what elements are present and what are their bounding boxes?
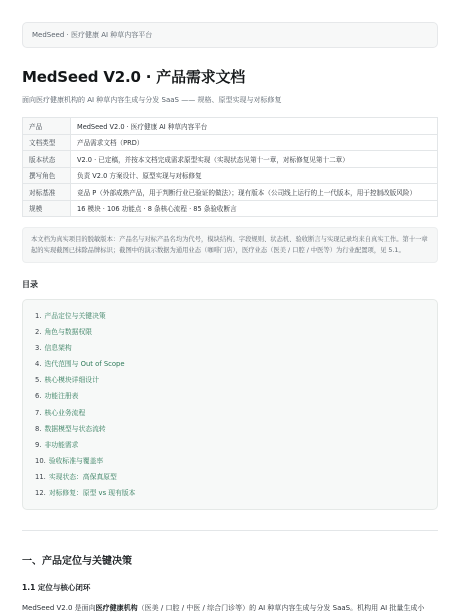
toc-link[interactable]: 角色与数据权限 [44, 328, 93, 337]
meta-key: 文档类型 [23, 134, 71, 151]
body-paragraph [22, 603, 438, 613]
meta-key: 撰写角色 [23, 167, 71, 184]
disclaimer-note: 本文档为真实项目的脱敏版本：产品名与对标产品名均为代号，模块结构、字段规则、状态机、验收断言与实现记录均来自真实工作。第十一章起的实现截图已抹除品牌标识；截图中的演示数据为通用业态（咖啡门店），医疗业态（医美 / 口腔 / 中医等）为行业配置项，见 5.1。 [22, 227, 438, 263]
toc-number: 3. [35, 344, 42, 353]
meta-key: 产品 [23, 118, 71, 135]
meta-value: V2.0 · 已定稿，并按本文档完成需求原型实现（实现状态见第十一章，对标修复见第十二章） [71, 151, 438, 168]
toc-number: 4. [35, 360, 42, 369]
page-subtitle: 面向医疗健康机构的 AI 种草内容生成与分发 SaaS —— 规格、原型实现与对标修复 [22, 96, 282, 104]
toc-item[interactable] [35, 324, 437, 340]
meta-table [22, 117, 438, 217]
toc-number: 6. [35, 392, 42, 401]
meta-value: 负责 V2.0 方案设计、原型实现与对标修复 [71, 167, 438, 184]
toc-number: 10. [35, 456, 46, 465]
meta-key: 对标基准 [23, 184, 71, 201]
page-title: MedSeed V2.0 · 产品需求文档 [22, 68, 246, 86]
toc-link[interactable]: 信息架构 [44, 344, 72, 353]
breadcrumb[interactable]: MedSeed · 医疗健康 AI 种草内容平台 [22, 22, 438, 48]
toc-item[interactable] [35, 308, 437, 324]
toc-link[interactable]: 非功能需求 [44, 440, 79, 449]
toc-number: 1. [35, 312, 42, 320]
toc-item[interactable] [35, 356, 437, 372]
body-text-prefix: MedSeed V2.0 是面向 [22, 604, 96, 613]
toc-item[interactable] [35, 485, 437, 501]
toc-link[interactable]: 对标修复：原型 vs 现有版本 [48, 489, 136, 498]
toc-number: 2. [35, 328, 42, 337]
toc-link[interactable]: 数据模型与状态流转 [44, 424, 106, 433]
section-heading: 一、产品定位与关键决策 [22, 556, 132, 568]
toc-number: 8. [35, 424, 42, 433]
toc-link[interactable]: 功能注册表 [44, 392, 79, 401]
toc-link[interactable]: 验收标准与覆盖率 [48, 456, 104, 465]
table-of-contents [22, 299, 438, 510]
toc-item[interactable] [35, 405, 437, 421]
meta-value: 16 模块 · 106 功能点 · 8 条核心流程 · 85 条验收断言 [71, 200, 438, 217]
meta-key: 规模 [23, 200, 71, 217]
toc-item[interactable] [35, 388, 437, 404]
table-row [23, 134, 438, 151]
toc-link[interactable]: 核心业务流程 [44, 408, 86, 417]
toc-heading: 目录 [22, 280, 38, 289]
toc-number: 11. [35, 472, 46, 481]
toc-link[interactable]: 实现状态：高保真原型 [48, 472, 117, 481]
toc-number: 5. [35, 376, 42, 385]
meta-key: 版本状态 [23, 151, 71, 168]
toc-link[interactable]: 核心模块详细设计 [44, 376, 99, 385]
toc-number: 9. [35, 440, 42, 449]
toc-item[interactable] [35, 453, 437, 469]
toc-number: 7. [35, 408, 42, 417]
toc-number: 12. [35, 489, 46, 498]
table-row [23, 184, 438, 201]
subsection-heading: 1.1 定位与核心闭环 [22, 583, 91, 593]
table-row [23, 167, 438, 184]
table-row [23, 200, 438, 217]
meta-value: MedSeed V2.0 · 医疗健康 AI 种草内容平台 [71, 118, 438, 135]
toc-item[interactable] [35, 372, 437, 388]
toc-link[interactable]: 产品定位与关键决策 [44, 312, 106, 320]
section-divider [22, 530, 438, 531]
table-row [23, 118, 438, 135]
meta-value: 竞品 P（外部成熟产品，用于判断行业已验证的做法）；现有版本（公司线上运行的上一代版本，用于控制改版风险） [71, 184, 438, 201]
body-text-suffix: （医美 / 口腔 / 中医 / 综合门诊等）的 AI 种草内容生成与分发 SaaS。机构用 AI 批量生成小 [137, 604, 425, 613]
toc-item[interactable] [35, 340, 437, 356]
toc-item[interactable] [35, 469, 437, 485]
meta-value: 产品需求文档（PRD） [71, 134, 438, 151]
table-row [23, 151, 438, 168]
toc-link[interactable]: 迭代范围与 Out of Scope [44, 360, 125, 369]
toc-item[interactable] [35, 421, 437, 437]
body-text-bold: 医疗健康机构 [95, 604, 138, 613]
toc-item[interactable] [35, 437, 437, 453]
